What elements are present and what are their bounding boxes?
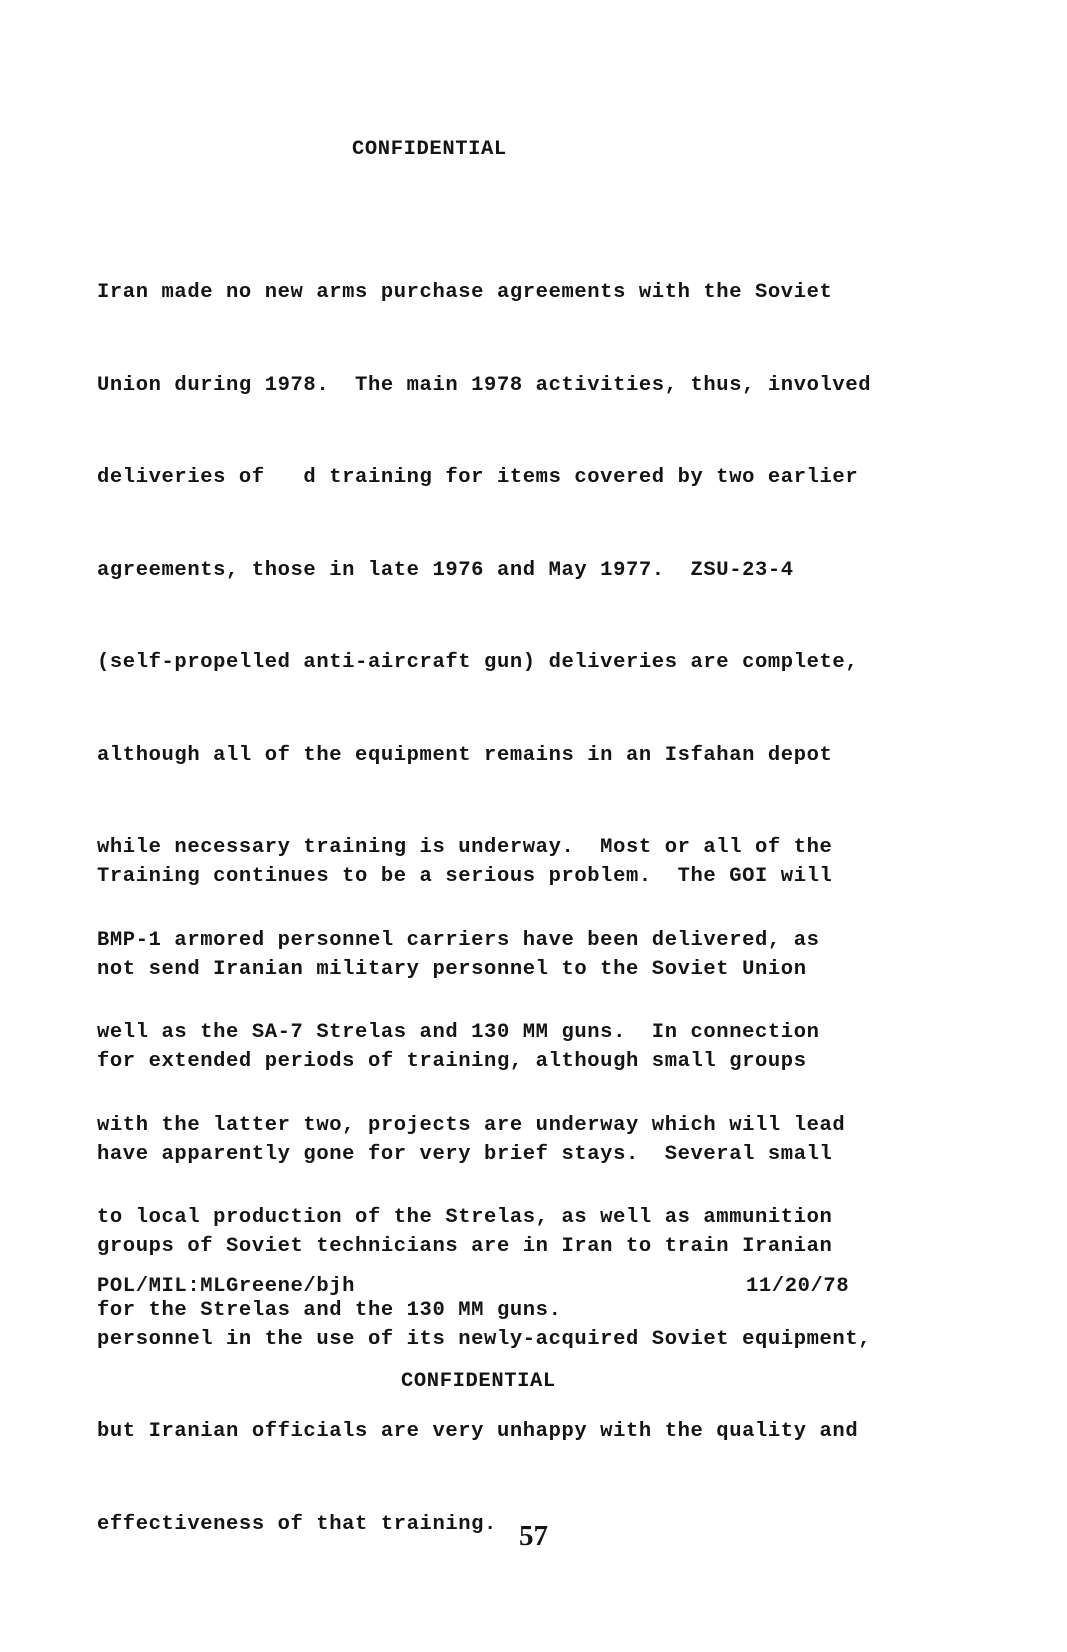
- paragraph-line: Iran made no new arms purchase agreements with the Soviet: [97, 281, 833, 304]
- classification-footer: CONFIDENTIAL: [401, 1370, 556, 1393]
- paragraph-line: not send Iranian military personnel to the Soviet Union: [97, 957, 807, 981]
- paragraph-line: to local production of the Strelas, as well as ammunition: [97, 1206, 833, 1229]
- paragraph-line: have apparently gone for very brief stays. Several small: [97, 1142, 833, 1166]
- paragraph-line: although all of the equipment remains in an Isfahan depot: [97, 743, 833, 767]
- paragraph-line: for extended periods of training, although small groups: [97, 1050, 807, 1073]
- paragraph-line: BMP-1 armored personnel carriers have been delivered, as: [97, 928, 820, 952]
- page-number: 57: [519, 1520, 548, 1552]
- paragraph-line: deliveries of d training for items covered by two earlier: [97, 466, 859, 489]
- paragraph-line: effectiveness of that training.: [97, 1512, 497, 1536]
- drafter-reference: POL/MIL:MLGreene/bjh: [97, 1275, 356, 1298]
- paragraph-line: well as the SA-7 Strelas and 130 MM guns. In connection: [97, 1021, 820, 1044]
- drafting-footer: [97, 1275, 867, 1305]
- paragraph-line: agreements, those in late 1976 and May 1977. ZSU-23-4: [97, 558, 794, 582]
- paragraph-line: with the latter two, projects are underway which will lead: [97, 1113, 846, 1137]
- paragraph-line: (self-propelled anti-aircraft gun) deliveries are complete,: [97, 651, 859, 674]
- classification-header: CONFIDENTIAL: [352, 138, 507, 161]
- paragraph-training: [97, 808, 871, 1594]
- paragraph-line: personnel in the use of its newly-acquired Soviet equipment,: [97, 1327, 872, 1351]
- document-date: 11/20/78: [746, 1275, 850, 1298]
- paragraph-line: groups of Soviet technicians are in Iran to train Iranian: [97, 1235, 833, 1258]
- paragraph-line: for the Strelas and the 130 MM guns.: [97, 1298, 562, 1322]
- paragraph-line: Union during 1978. The main 1978 activities, thus, involved: [97, 373, 872, 397]
- paragraph-line: while necessary training is underway. Most or all of the: [97, 836, 833, 859]
- paragraph-line: but Iranian officials are very unhappy with the quality and: [97, 1420, 859, 1443]
- paragraph-line: Training continues to be a serious problem. The GOI will: [97, 865, 833, 888]
